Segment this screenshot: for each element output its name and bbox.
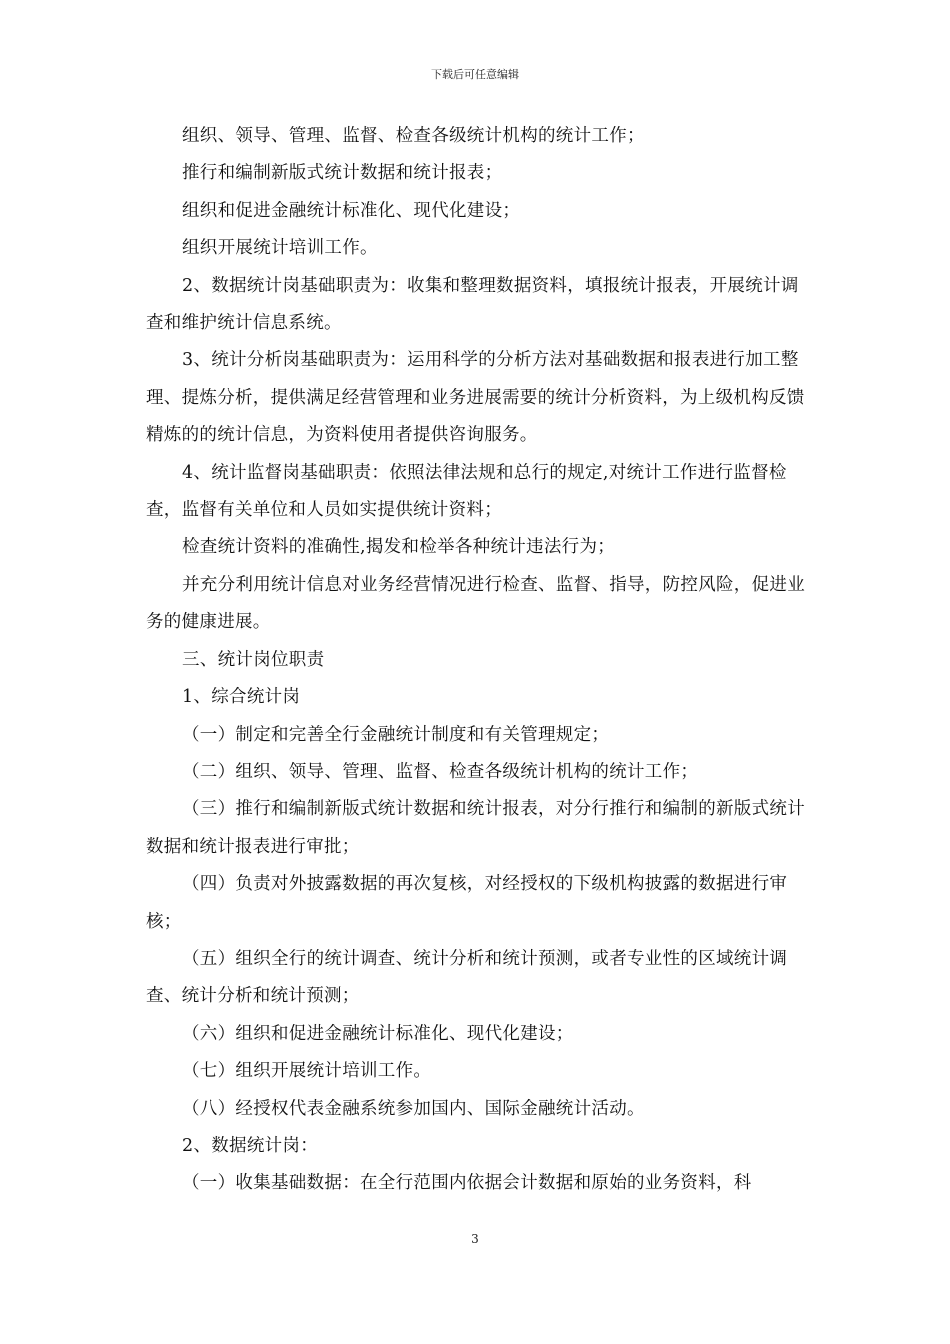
document-body (146, 118, 810, 1203)
paragraph: 并充分利用统计信息对业务经营情况进行检查、监督、指导，防控风险，促进业务的健康进展。 (146, 574, 805, 633)
list-item: （六）组织和促进金融统计标准化、现代化建设； (182, 1023, 574, 1044)
paragraph: 组织、领导、管理、监督、检查各级统计机构的统计工作； (182, 126, 645, 146)
list-item: （八）经授权代表金融系统参加国内、国际金融统计活动。 (182, 1098, 645, 1119)
list-item: （三）推行和编制新版式统计数据和统计报表，对分行推行和编制的新版式统计数据和统计报表进行审批； (146, 799, 805, 857)
paragraph: 组织开展统计培训工作。 (182, 238, 378, 259)
page-header: 下载后可任意编辑 (431, 68, 519, 81)
section-heading: 三、统计岗位职责 (182, 649, 325, 670)
list-item: （七）组织开展统计培训工作。 (182, 1061, 432, 1082)
subsection-heading: 1、综合统计岗 (182, 687, 301, 708)
list-item: （一）制定和完善全行金融统计制度和有关管理规定； (182, 724, 610, 745)
list-item: （五）组织全行的统计调查、统计分析和统计预测，或者专业性的区域统计调查、统计分析和统计预测； (146, 948, 788, 1007)
page-number: 3 (471, 1232, 479, 1246)
paragraph: 组织和促进金融统计标准化、现代化建设； (182, 200, 521, 221)
list-item: （一）收集基础数据：在全行范围内依据会计数据和原始的业务资料，科 (182, 1173, 752, 1194)
list-item: （四）负责对外披露数据的再次复核，对经授权的下级机构披露的数据进行审核； (146, 874, 788, 932)
paragraph: 2、数据统计岗基础职责为：收集和整理数据资料，填报统计报表，开展统计调查和维护统计信息系统。 (146, 275, 799, 334)
paragraph: 推行和编制新版式统计数据和统计报表； (182, 163, 503, 184)
paragraph: 检查统计资料的准确性,揭发和检举各种统计违法行为； (182, 537, 616, 558)
paragraph: 4、统计监督岗基础职责：依照法律法规和总行的规定,对统计工作进行监督检查，监督有关单位和人员如实提供统计资料； (146, 462, 787, 521)
list-item: （二）组织、领导、管理、监督、检查各级统计机构的统计工作； (182, 761, 699, 782)
subsection-heading: 2、数据统计岗： (182, 1135, 319, 1156)
paragraph: 3、统计分析岗基础职责为：运用科学的分析方法对基础数据和报表进行加工整理、提炼分析，提供满足经营管理和业务进展需要的统计分析资料，为上级机构反馈精炼的的统计信息，为资料使用者提供咨询服务。 (146, 350, 805, 446)
